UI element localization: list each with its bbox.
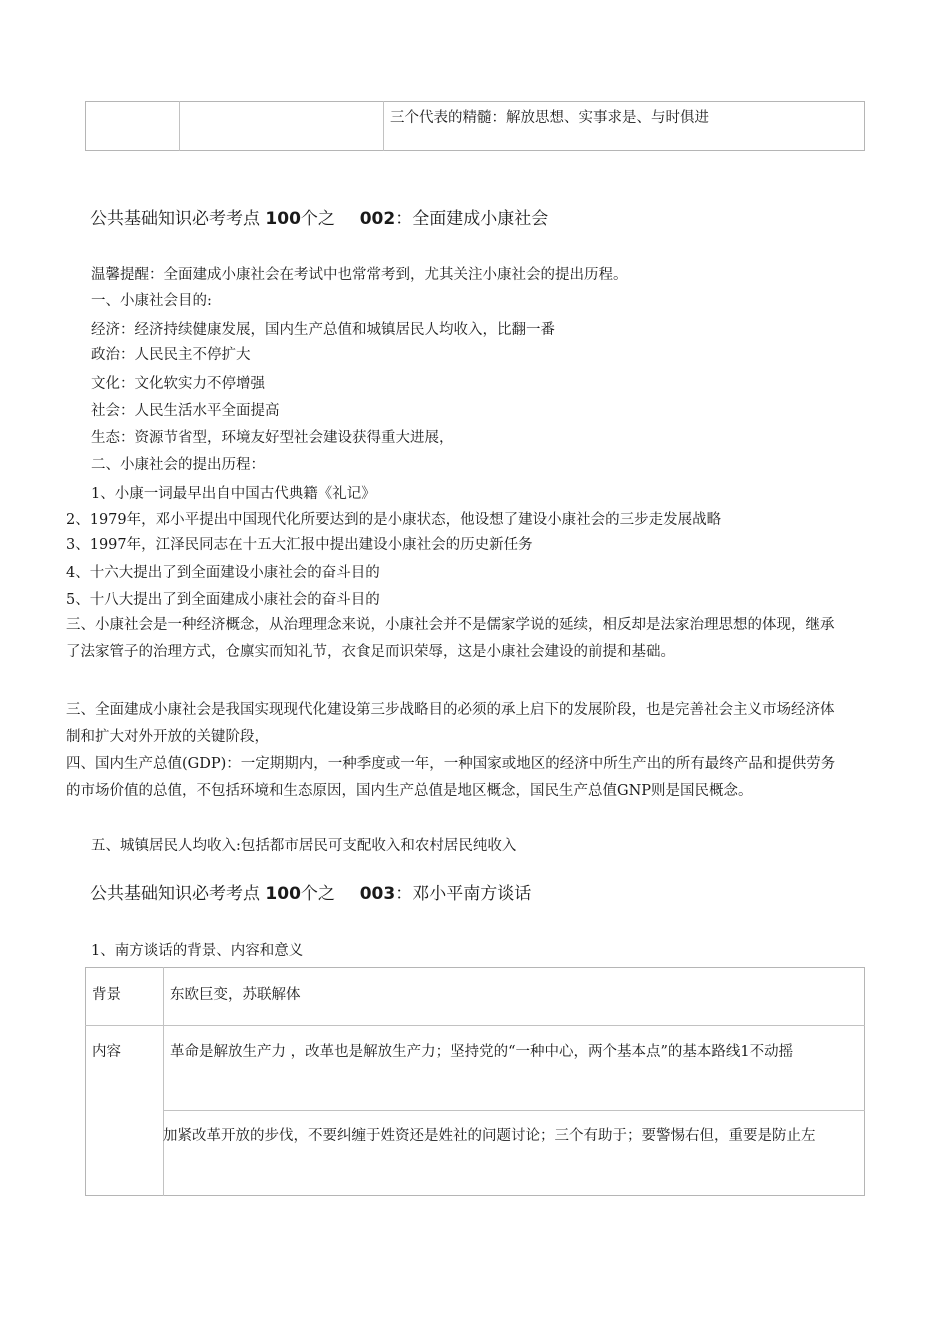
history-item: 2、1979年，邓小平提出中国现代化所要达到的是小康状态，他设想了建设小康社会的三步走发展战略	[66, 512, 722, 528]
title-code: 003	[359, 884, 396, 904]
part4-paragraph: 四、国内生产总值(GDP)：一定期期内，一种季度或一年，一种国家或地区的经济中所生产出的所有最终产品和提供劳务的市场价值的总值，不包括环境和生态原因，国内生产总值是地区概念，国民生产总值GNP则是国民概念。	[66, 756, 836, 799]
title-colon: ：	[395, 884, 413, 904]
title-num: 100	[265, 209, 301, 229]
goal-item: 政治：人民民主不停扩大	[91, 347, 251, 363]
title-mid: 个之	[300, 209, 335, 229]
top-table-divider	[179, 101, 180, 151]
row-text-background: 东欧巨变，苏联解体	[170, 987, 301, 1003]
goal-item: 经济：经济持续健康发展，国内生产总值和城镇居民人均收入，比翻一番	[91, 322, 555, 338]
part3b-paragraph: 三、全面建成小康社会是我国实现现代化建设第三步战略目的必须的承上启下的发展阶段，也是完善社会主义市场经济体制和扩大对外开放的关键阶段，	[66, 702, 835, 745]
title-topic: 全面建成小康社会	[412, 209, 549, 229]
goal-item: 文化：文化软实力不停增强	[91, 376, 265, 392]
section-003-intro: 1、南方谈话的背景、内容和意义	[91, 943, 304, 959]
row-text-content-2: 加紧改革开放的步伐，不要纠缠于姓资还是姓社的问题讨论；三个有助于；要警惕右但，重要是防止左	[163, 1128, 816, 1144]
nanfang-table-col-divider	[163, 967, 164, 1196]
nanfang-table-row-divider	[85, 1025, 865, 1026]
title-topic: 邓小平南方谈话	[412, 884, 532, 904]
title-code: 002	[359, 209, 396, 229]
title-prefix: 公共基础知识必考考点	[90, 884, 260, 904]
part3a-paragraph: 三、小康社会是一种经济概念，从治理理念来说，小康社会并不是儒家学说的延续，相反却是法家治理思想的体现，继承了法家管子的治理方式，仓廪实而知礼节，衣食足而识荣辱，这是小康社会建设的前提和基础。	[66, 617, 835, 660]
section-003-title	[90, 883, 531, 905]
history-item: 5、十八大提出了到全面建成小康社会的奋斗目的	[66, 592, 380, 608]
row-label-background: 背景	[92, 987, 121, 1003]
section-002-title	[90, 208, 548, 230]
title-colon: ：	[395, 209, 413, 229]
goal-item: 社会：人民生活水平全面提高	[91, 403, 280, 419]
history-item: 3、1997年，江泽民同志在十五大汇报中提出建设小康社会的历史新任务	[66, 537, 533, 553]
part5-paragraph: 五、城镇居民人均收入:包括都市居民可支配收入和农村居民纯收入	[91, 838, 517, 854]
top-table-cell: 三个代表的精髓：解放思想、实事求是、与时俱进	[390, 110, 709, 126]
top-table-divider	[383, 101, 384, 151]
history-item: 1、小康一词最早出自中国古代典籍《礼记》	[91, 486, 376, 502]
goal-item: 生态：资源节省型，环境友好型社会建设获得重大进展，	[91, 430, 454, 446]
row-text-content-1: 革命是解放生产力 ，改革也是解放生产力；坚持党的“一种中心，两个基本点”的基本路线1不动摇	[170, 1044, 794, 1060]
title-prefix: 公共基础知识必考考点	[90, 209, 260, 229]
part2-heading: 二、小康社会的提出历程：	[91, 457, 265, 473]
row-label-content: 内容	[92, 1044, 121, 1060]
title-num: 100	[265, 884, 301, 904]
history-item: 4、十六大提出了到全面建设小康社会的奋斗目的	[66, 565, 380, 581]
nanfang-table-row-divider	[163, 1110, 865, 1111]
reminder: 温馨提醒：全面建成小康社会在考试中也常常考到，尤其关注小康社会的提出历程。	[91, 267, 628, 283]
title-mid: 个之	[300, 884, 335, 904]
part1-heading: 一、小康社会目的:	[91, 293, 212, 309]
